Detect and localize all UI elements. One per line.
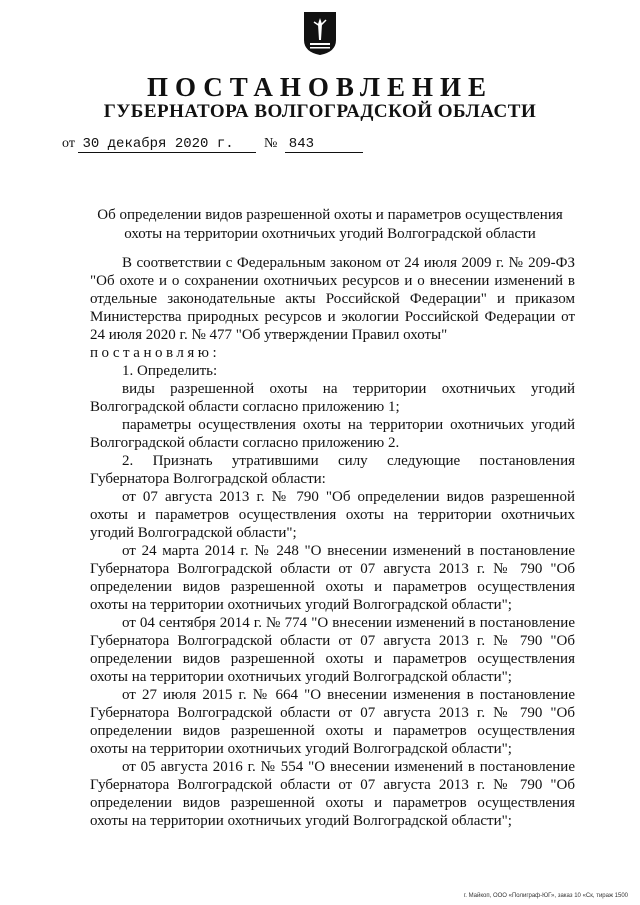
document-title: ПОСТАНОВЛЕНИЕ: [146, 72, 494, 102]
date-number-line: [62, 136, 363, 153]
paragraph: от 04 сентября 2014 г. № 774 "О внесении изменений в постановление Губернатора Волгоградской области от 07 августа 2013 г. № 790 "Об определении видов разрешенной охоты и параметров осуществления охоты на территории охотничьих угодий Волгоградской области";: [90, 615, 575, 685]
paragraph: параметры осуществления охоты на территории охотничьих угодий Волгоградской области согласно приложению 2.: [90, 417, 575, 451]
document-number: 843: [285, 136, 363, 153]
document-body: [90, 254, 575, 830]
paragraph: от 07 августа 2013 г. № 790 "Об определении видов разрешенной охоты и параметров осуществления охоты на территории охотничьих угодий Волгоградской области";: [90, 489, 575, 541]
from-label: от: [62, 136, 75, 151]
paragraph: от 24 марта 2014 г. № 248 "О внесении изменений в постановление Губернатора Волгоградской области от 07 августа 2013 г. № 790 "Об определении видов разрешенной охоты и параметров осуществления охоты на территории охотничьих угодий Волгоградской области";: [90, 543, 575, 613]
paragraph: В соответствии с Федеральным законом от 24 июля 2009 г. № 209-ФЗ "Об охоте и о сохранении охотничьих ресурсов и о внесении изменений в отдельные законодательные акты Российской Федерации" и приказом Министерства природных ресурсов и экологии Российской Федерации от 24 июля 2020 г. № 477 "Об утверждении Правил охоты": [90, 255, 575, 343]
document-subtitle: ГУБЕРНАТОРА ВОЛГОГРАДСКОЙ ОБЛАСТИ: [103, 101, 537, 122]
paragraph: 2. Признать утратившими силу следующие постановления Губернатора Волгоградской области:: [90, 453, 575, 487]
number-label: №: [263, 136, 278, 151]
coat-of-arms-icon: [302, 10, 338, 56]
paragraph-resolve: постановляю:: [90, 345, 221, 361]
paragraph: 1. Определить:: [122, 363, 218, 379]
paragraph: от 05 августа 2016 г. № 554 "О внесении изменений в постановление Губернатора Волгоградской области от 07 августа 2013 г. № 790 "Об определении видов разрешенной охоты и параметров осуществления охоты на территории охотничьих угодий Волгоградской области";: [90, 759, 575, 829]
paragraph: виды разрешенной охоты на территории охотничьих угодий Волгоградской области согласно приложению 1;: [90, 381, 575, 415]
paragraph: от 27 июля 2015 г. № 664 "О внесении изменения в постановление Губернатора Волгоградской области от 07 августа 2013 г. № 790 "Об определении видов разрешенной охоты и параметров осуществления охоты на территории охотничьих угодий Волгоградской области";: [90, 687, 575, 757]
document-subject: Об определении видов разрешенной охоты и параметров осуществления охоты на территории охотничьих угодий Волгоградской области: [97, 207, 563, 242]
document-date: 30 декабря 2020 г.: [78, 136, 256, 153]
print-footer: г. Майкоп, ООО «Полиграф-ЮГ», заказ 10 «Ск, тираж 1500: [463, 893, 628, 899]
